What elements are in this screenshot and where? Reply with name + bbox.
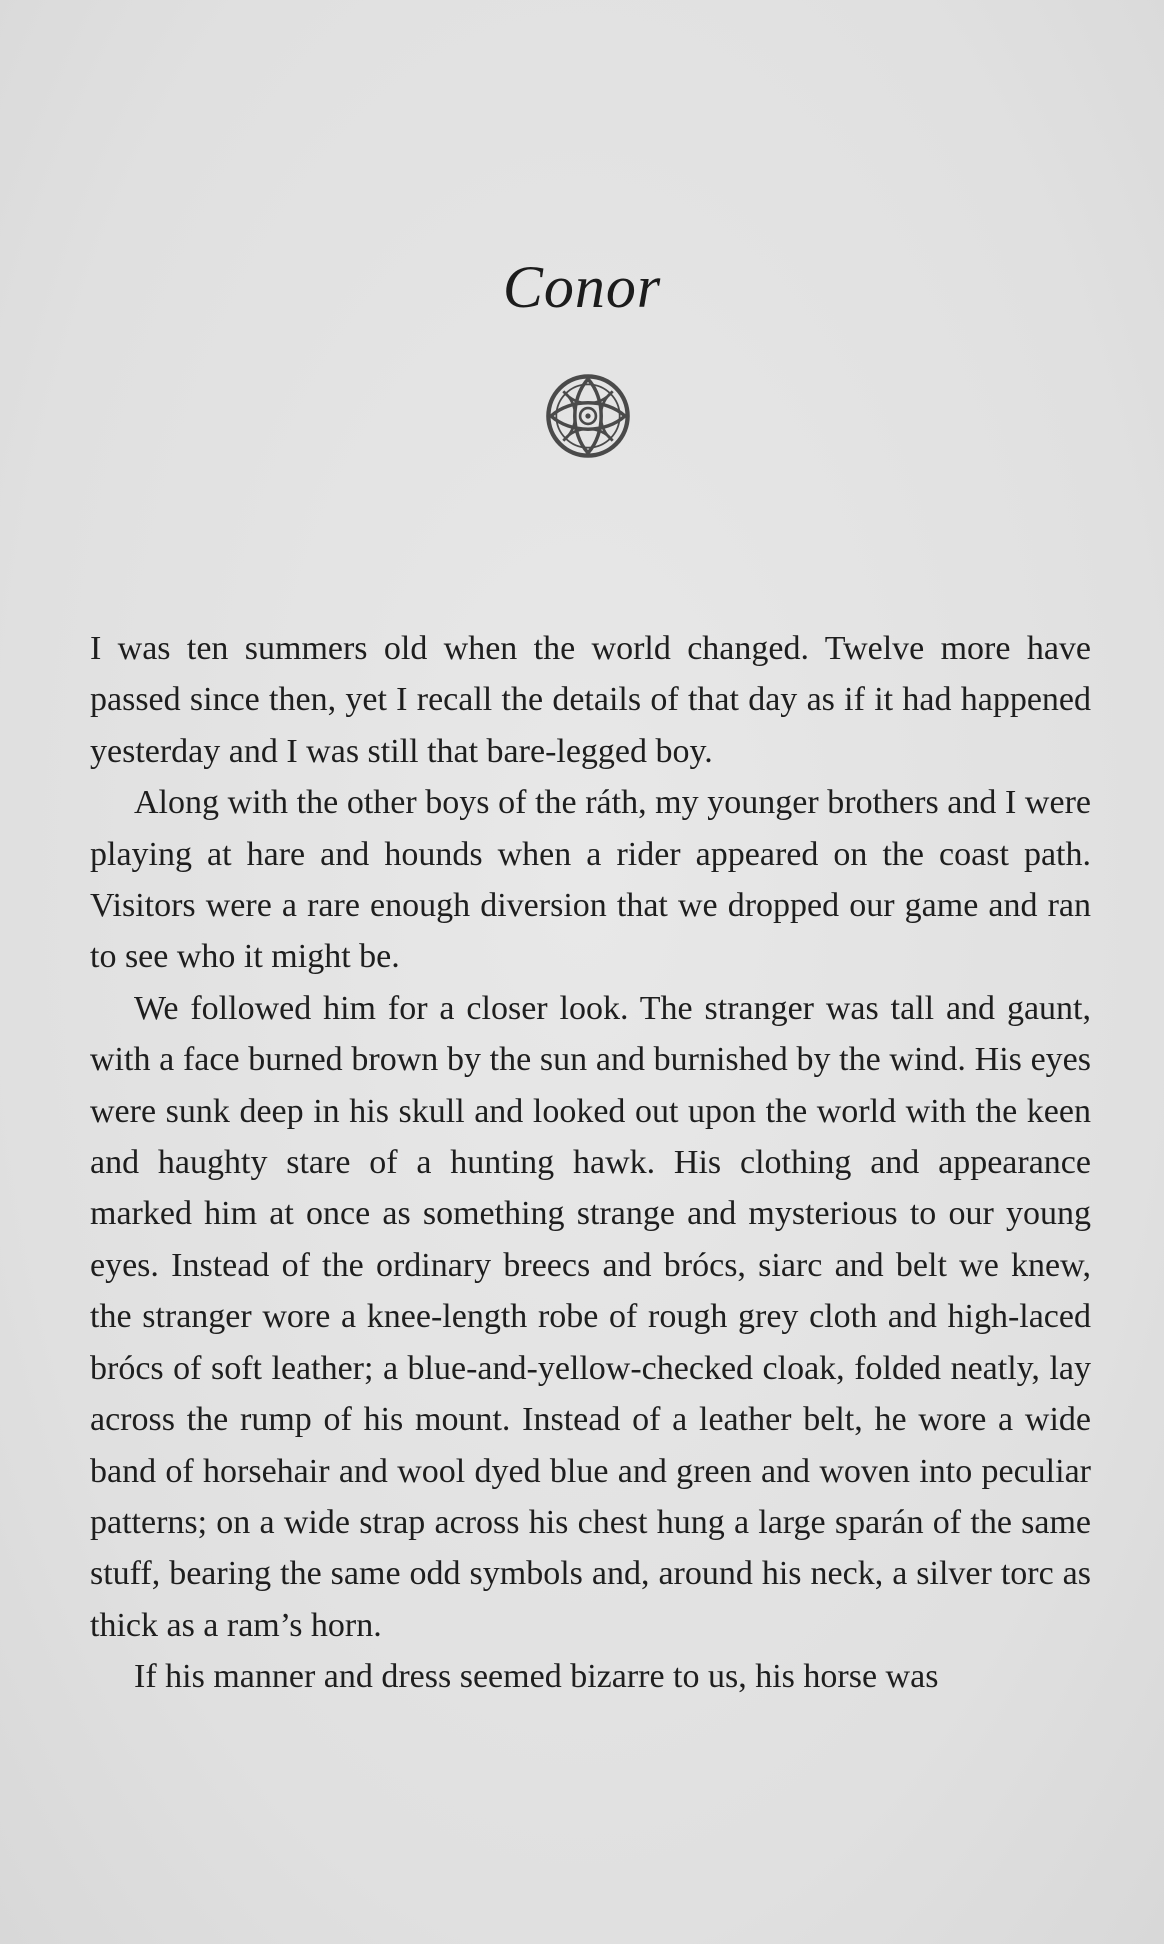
chapter-title: Conor (502, 254, 662, 320)
paragraph: We followed him for a closer look. The stranger was tall and gaunt, with a face burned brown by the sun and burnished by the wind. His eyes were sunk deep in his skull and looked out upon the world with the keen and haughty stare of a hunting hawk. His clothing and appearance marked him at once as something strange and mysterious to our young eyes. Instead of the ordinary breecs and brócs, siarc and belt we knew, the stranger wore a knee-length robe of rough grey cloth and high-laced brócs of soft leather; a blue-and-yellow-checked cloak, folded neatly, lay across the rump of his mount. Instead of a leather belt, he wore a wide band of horsehair and wool dyed blue and green and woven into peculiar patterns; on a wide strap across his chest hung a large sparán of the same stuff, bearing the same odd symbols and, around his neck, a silver torc as thick as a ram’s horn. (90, 989, 1091, 1644)
paragraph: If his manner and dress seemed bizarre to us, his horse was (134, 1658, 939, 1696)
paragraph: I was ten summers old when the world changed. Twelve more have passed since then, yet I recall the details of that day as if it had happened yesterday and I was still that bare-legged boy. (90, 630, 1091, 770)
celtic-knot-icon (544, 372, 632, 460)
body-text (90, 623, 1091, 1703)
paragraph: Along with the other boys of the ráth, my younger brothers and I were playing at hare and hounds when a rider appeared on the coast path. Visitors were a rare enough diversion that we dropped our game and ran to see who it might be. (90, 784, 1091, 976)
